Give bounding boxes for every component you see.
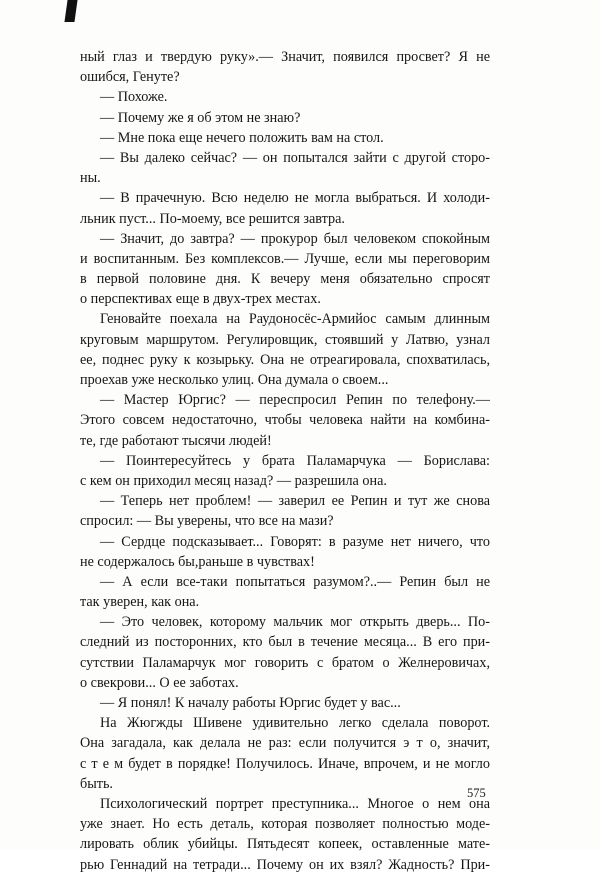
text-line: — Почему же я об этом не знаю? — [100, 109, 301, 126]
text-line: проехав уже несколько улиц. Она думала о своем... — [80, 372, 389, 388]
text-line: — Значит, до завтра? — прокурор был человеком спокойным — [100, 230, 490, 247]
text-line: сутствии Паламарчук мог говорить с братом о Желнеровичах, — [80, 654, 490, 671]
text-line: — Теперь нет проблем! — заверил ее Репин и тут же снова — [100, 493, 490, 510]
text-line: — А если все-таки попытаться разумом?..— Репин был не — [100, 573, 490, 590]
text-line: ный глаз и твердую руку».— Значит, появился просвет? Я не — [80, 49, 490, 65]
text-line: льник пуст... По-моему, все решится завтра. — [80, 210, 345, 227]
text-line: Этого совсем недостаточно, чтобы человека найти на комбина- — [80, 412, 490, 429]
text-line: о перспективах еще в двух-трех местах. — [80, 291, 321, 308]
text-line: — Поинтересуйтесь у брата Паламарчука — Борислава: — [100, 452, 490, 469]
text-line: — Мне пока еще нечего положить вам на стол. — [100, 129, 384, 146]
text-line: — Сердце подсказывает... Говорят: в разуме нет ничего, что — [100, 533, 490, 550]
text-line: Психологический портрет преступника... Многое о нем она — [100, 795, 490, 812]
page-number: 575 — [467, 786, 486, 800]
text-line: Геновайте поехала на Раудоносёс-Армийос самым длинным — [100, 311, 490, 328]
text-line: спросил: — Вы уверены, что все на мази? — [80, 513, 334, 530]
text-line: ошибся, Генуте? — [80, 69, 180, 86]
scan-edge-mark — [64, 0, 77, 22]
text-line: — Я понял! К началу работы Юргис будет у вас... — [100, 695, 401, 711]
text-line: с кем он приходил месяц назад? — разрешила она. — [80, 472, 387, 489]
text-line: так уверен, как она. — [80, 594, 200, 611]
text-line: уже знает. Но есть деталь, которая позволяет полностью моде- — [80, 816, 490, 833]
text-line: следний из посторонних, кто был в течение месяца... В его при- — [80, 634, 490, 651]
text-line: ее, поднес руку к козырьку. Она не отреагировала, спохватилась, — [80, 351, 490, 368]
body-text — [80, 47, 490, 875]
text-line: в первой половине дня. К вечеру меня обязательно спросят — [80, 271, 490, 288]
text-line: и воспитанным. Без комплексов.— Лучше, если мы переговорим — [80, 250, 490, 267]
text-line: Она загадала, как делала не раз: если получится э т о, значит, — [80, 735, 490, 752]
text-line: быть. — [80, 775, 113, 792]
text-line: ны. — [80, 170, 101, 187]
text-line: — Вы далеко сейчас? — он попытался зайти с другой сторо- — [100, 149, 490, 166]
text-line: лировать облик убийцы. Пятьдесят копеек, оставленные мате- — [80, 836, 490, 853]
text-line: — В прачечную. Всю неделю не могла выбраться. И холоди- — [100, 190, 490, 207]
text-line: — Похоже. — [100, 89, 168, 106]
text-line: круговым маршрутом. Регулировщик, стоявший у Латвю, узнал — [80, 331, 490, 348]
text-line: с т е м будет в порядке! Получилось. Иначе, впрочем, и не могло — [80, 755, 490, 772]
text-line: На Жюгжды Шивене удивительно легко сделала поворот. — [100, 715, 490, 732]
text-line: те, где работают тысячи людей! — [80, 432, 272, 449]
text-line: — Мастер Юргис? — переспросил Репин по телефону.— — [100, 392, 490, 409]
text-line: рью Геннадий на тетради... Почему он их взял? Жадность? При- — [80, 856, 490, 873]
text-line: — Это человек, которому мальчик мог открыть дверь... По- — [100, 614, 490, 631]
text-line: о свекрови... О ее заботах. — [80, 674, 239, 691]
text-line: не содержалось бы,раньше в чувствах! — [80, 553, 315, 570]
